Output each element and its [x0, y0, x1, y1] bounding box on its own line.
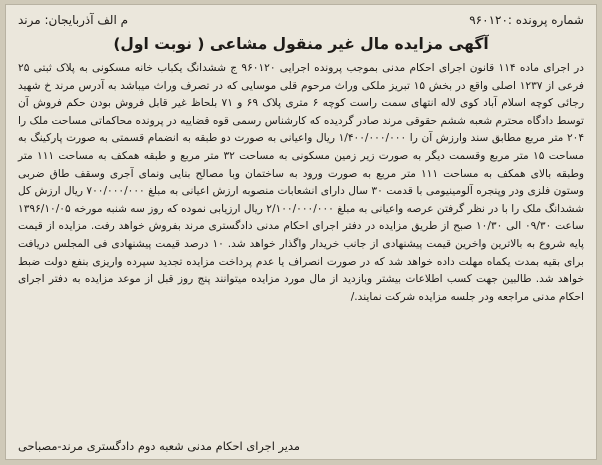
signature-line: مدیر اجرای احکام مدنی شعبه دوم دادگستری مرند-مصباحی [18, 439, 301, 453]
file-number: شماره پرونده :۹۶۰۱۲۰ [469, 13, 584, 27]
notice-title: آگهی مزایده مال غیر منقول مشاعی ( نوبت اول) [113, 35, 489, 53]
newspaper-clipping [5, 4, 597, 460]
header-row [18, 11, 584, 29]
notice-body: در اجرای ماده ۱۱۴ قانون اجرای احکام مدنی بموجب پرونده اجرایی ۹۶۰۱۲۰ ج ششدانگ یکباب خانه مسکونی به پلاک ثبتی ۲۵ فرعی از ۱۲۳۷ اصلی واقع در بخش ۱۵ تبریز ملکی وراث مرحوم قلی موسایی که در تصرف وراث میباشد به آدرس مرند خ شهید رجائی کوچه اسلام آباد کوی لاله انتهای سمت راست کوچه ۶ متری پلاک ۶۹ و ۷۱ بلحاظ غیر قابل فروش بودن حکم فروش آن توسط دادگاه محترم شعبه ششم حقوقی مرند صادر گردیده که کارشناس رسمی قوه قضاییه در پرونده محاکماتی مساحت ملک را ۲۰۴ متر مربع مطابق سند وارزش آن را ۱/۴۰۰/۰۰۰/۰۰۰ ریال واعیانی به صورت دو طبقه به انضمام قسمتی به صورت پارکینگ به مساحت ۱۵ متر مربع وقسمت دیگر به صورت زیر زمین مسکونی به مساحت ۳۲ متر مربع و طبقه همکف به مساحت ۱۱۱ متر وطبقه بالای همکف به مساحت ۱۱۱ متر مربع به صورت ورود به ساختمان وبا مصالح بنایی ونمای آجری وسقف طاق ضربی وستون فلزی ودر وپنجره آلومینیومی با قدمت ۳۰ سال دارای انشعابات منصوبه ارزش اعیانی به مبلغ ۷۰۰/۰۰۰/۰۰۰ ریال ارزش کل ششدانگ ملک را با در نظر گرفتن عرصه واعیانی به مبلغ ۲/۱۰۰/۰۰۰/۰۰۰ ریال ارزیابی نموده که روز سه شنبه مورخه ۱۳۹۶/۱۰/۰۵ ساعت ۰۹/۳۰ الی ۱۰/۳۰ صبح از طریق مزایده در دفتر اجرای احکام مدنی دادگستری مرند بفروش خواهد رفت. مزایده از قیمت پایه شروع به بالاترین واخرین قیمت پیشنهادی از جانب خریدار واگذار خواهد شد. ۱۰ درصد قیمت پیشنهادی فی المجلس دریافت برای بقیه بمدت یکماه مهلت داده خواهد شد که در صورت انصراف یا عدم پرداخت مزایده تجدید سپرده واریزی بنفع دولت ضبط خواهد شد. طالبین جهت کسب اطلاعات بیشتر وبازدید از مال مورد مزایده میتوانند پنج روز قبل از موعد مزایده به دفتر اجرای احکام مدنی مراجعه ودر جلسه مزایده شرکت نمایند./ [18, 62, 585, 303]
reference-code: م الف آذربایجان: مرند [18, 13, 129, 27]
